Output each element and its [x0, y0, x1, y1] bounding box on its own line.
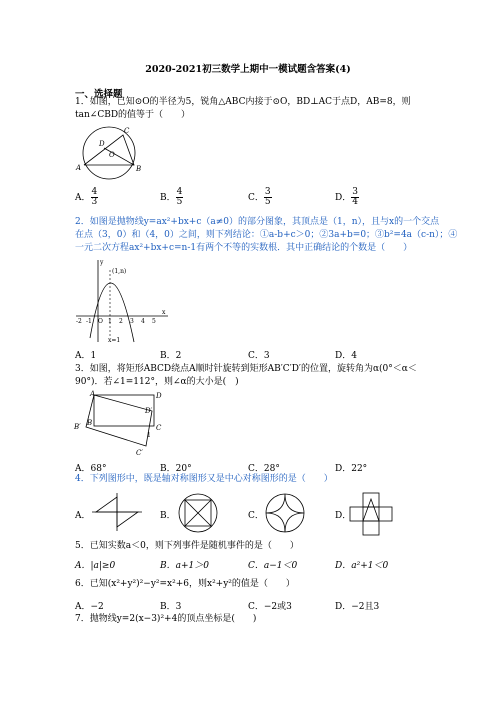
section-heading: 一、选择题 [75, 89, 123, 100]
q4-figure-a [88, 491, 146, 533]
q2-parabola-figure [72, 256, 172, 344]
label-vertex: (1,n) [112, 268, 127, 275]
label-bp: B′ [74, 423, 81, 431]
q3-option-a: A．68° [75, 464, 107, 474]
label-d: D [156, 392, 162, 400]
q2-option-d: D．4 [335, 351, 357, 361]
q5-stem: 5．已知实数a＜0，则下列事件是随机事件的是（ ） [75, 541, 299, 551]
q2-option-b: B．2 [160, 351, 182, 361]
q5-option-c: C．a−1＜0 [248, 561, 298, 571]
q2-stem-line2: 在点（3，0）和（4，0）之间，则下列结论：①a-b+c＞0；②3a+b=0；③b²=4a（c-n）；④ [75, 230, 458, 240]
q6-option-c: C．−2或3 [248, 602, 292, 612]
label-d: D [99, 140, 105, 148]
q5-option-b: B．a+1＞0 [160, 561, 209, 571]
q7-stem: 7．抛物线y=2(x−3)²+4的顶点坐标是( ) [75, 614, 257, 624]
label-a: A [90, 390, 96, 398]
q2-option-a: A．1 [75, 351, 97, 361]
q1-circle-figure [72, 124, 152, 182]
label-c: C [156, 424, 162, 432]
q4-stem: 4．下列图形中，既是轴对称图形又是中心对称图形的是（ ） [75, 474, 333, 484]
label-b: B [136, 165, 142, 173]
tick-1: 1 [108, 318, 112, 325]
label-y: y [100, 259, 104, 266]
q4-figure-d [348, 491, 394, 537]
label-a: A [76, 164, 82, 172]
q3-option-c: C．28° [248, 464, 280, 474]
q6-option-b: B．3 [160, 602, 182, 612]
q3-stem-line2: 90°)．若∠1=112°，则∠α的大小是( ) [75, 377, 239, 387]
parabola-curve [90, 283, 134, 342]
q1-option-c: C． $\frac{3}{5}$ [248, 187, 271, 207]
q4-option-a-label: A． [75, 511, 91, 521]
label-dp: D′ [145, 407, 153, 415]
q4-option-c-label: C． [248, 511, 264, 521]
q1-option-b: B． $\frac{4}{5}$ [160, 187, 183, 207]
q3-option-d: D．22° [335, 464, 368, 474]
q3-option-b: B．20° [160, 464, 192, 474]
tick-5: 5 [152, 318, 156, 325]
tick-3: 3 [130, 318, 134, 325]
q1-stem-line1: 1．如图，已知⊙O的半径为5，锐角△ABC内接于⊙O，BD⊥AC于点D，AB=8，则 [75, 97, 411, 107]
rect-rotated [86, 395, 152, 446]
q1-stem-line2: tan∠CBD的值等于（ ） [75, 110, 191, 120]
q4-option-b-label: B． [160, 511, 176, 521]
label-cp: C′ [136, 449, 143, 457]
q4-figure-b [174, 491, 222, 535]
document-title: 2020-2021初三数学上期中一模试题含答案(4) [145, 64, 351, 75]
q2-option-c: C．3 [248, 351, 270, 361]
q1-option-d: D． $\frac{3}{4}$ [335, 187, 358, 207]
label-x: x [162, 309, 166, 316]
q5-option-d: D．a²+1＜0 [335, 561, 389, 571]
tick-neg2: -2 [76, 318, 82, 325]
q4-option-d-label: D． [335, 511, 352, 521]
q6-stem: 6．已知(x²+y²)²−y²=x²+6，则x²+y²的值是（ ） [75, 579, 295, 589]
q2-stem-line3: 一元二次方程ax²+bx+c=n-1有两个不等的实数根．其中正确结论的个数是（ ） [75, 243, 413, 253]
q2-stem-line1: 2．如图是抛物线y=ax²+bx+c（a≠0）的部分图象，其顶点是（1，n），且与x的一个交点 [75, 217, 440, 227]
tick-neg1: -1 [86, 318, 92, 325]
label-o: O [109, 151, 115, 159]
q6-option-d: D．−2且3 [335, 602, 380, 612]
tick-2: 2 [119, 318, 123, 325]
q5-option-a: A．|a|≥0 [75, 561, 116, 571]
q3-stem-line1: 3．如图，将矩形ABCD绕点A顺时针旋转到矩形AB′C′D′的位置，旋转角为α(0°＜α＜ [75, 364, 417, 374]
tick-4: 4 [141, 318, 145, 325]
label-angle1: 1 [147, 432, 151, 439]
label-axis-eq: x=1 [108, 337, 121, 344]
q6-option-a: A．−2 [75, 602, 104, 612]
tick-o: O [98, 318, 103, 325]
q3-rectangle-figure [72, 389, 172, 459]
label-c: C [124, 127, 130, 135]
q1-option-a: A． $\frac{4}{3}$ [75, 187, 98, 207]
q4-figure-c [261, 491, 309, 535]
label-b: B [87, 419, 93, 427]
